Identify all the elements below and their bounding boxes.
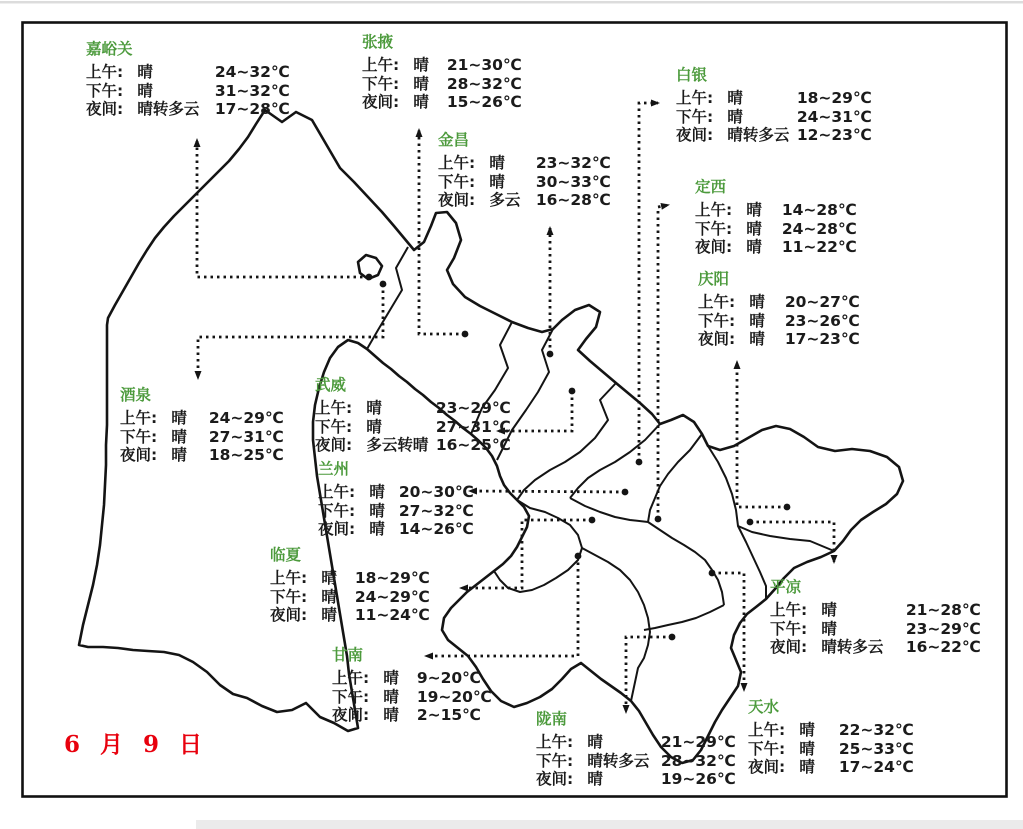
period-label: 夜间: xyxy=(438,191,476,209)
condition-text: 晴 xyxy=(746,219,762,238)
forecast-row xyxy=(120,409,284,428)
period-label: 夜间: xyxy=(318,520,356,538)
forecast-row xyxy=(120,428,284,447)
period-label: 夜间: xyxy=(695,238,733,256)
condition-text: 晴 xyxy=(413,74,429,93)
temperature-range: 11~24℃ xyxy=(354,606,430,624)
weather-block-tianshui xyxy=(748,698,914,777)
condition-text: 晴 xyxy=(321,587,337,606)
forecast-row xyxy=(120,446,284,465)
forecast-row xyxy=(315,418,511,437)
period-label: 夜间: xyxy=(315,436,353,454)
period-label: 夜间: xyxy=(86,100,124,118)
forecast-row xyxy=(362,56,522,75)
forecast-row xyxy=(536,752,736,771)
period-label: 下午: xyxy=(270,587,308,606)
period-label: 下午: xyxy=(318,501,356,520)
forecast-row xyxy=(695,220,857,239)
city-name: 甘南 xyxy=(332,646,364,664)
temperature-range: 27~32℃ xyxy=(398,501,474,520)
temperature-range: 30~33℃ xyxy=(535,172,611,191)
condition-text: 晴 xyxy=(746,201,762,219)
temperature-range: 11~22℃ xyxy=(781,238,857,256)
weather-block-jiuquan xyxy=(120,386,284,465)
period-label: 夜间: xyxy=(120,446,158,464)
period-label: 上午: xyxy=(748,721,786,739)
temperature-range: 24~32℃ xyxy=(214,63,290,81)
condition-text: 晴 xyxy=(749,311,765,330)
city-name: 酒泉 xyxy=(120,386,152,404)
city-name: 兰州 xyxy=(318,460,350,478)
temperature-range: 24~31℃ xyxy=(796,107,872,126)
condition-text: 晴 xyxy=(746,238,762,256)
lanzhou-city-dot xyxy=(622,489,629,496)
forecast-row xyxy=(318,502,474,521)
forecast-row xyxy=(676,89,872,108)
forecast-row xyxy=(86,82,290,101)
forecast-row xyxy=(748,758,914,777)
longnan-city-dot xyxy=(669,634,676,641)
forecast-row xyxy=(438,173,611,192)
condition-text: 晴 xyxy=(321,569,337,587)
city-name: 定西 xyxy=(695,178,727,196)
forecast-row xyxy=(270,569,430,588)
forecast-row xyxy=(698,293,860,312)
weather-block-jiayuguan xyxy=(86,40,290,119)
jinchang-city-dot xyxy=(547,351,554,358)
bottom-edge-strip xyxy=(196,820,1023,829)
period-label: 上午: xyxy=(770,601,808,619)
period-label: 上午: xyxy=(676,89,714,107)
condition-text: 晴 xyxy=(727,107,743,126)
jiuquan-city-dot xyxy=(380,281,387,288)
condition-text: 晴 xyxy=(489,172,505,191)
forecast-row xyxy=(318,483,474,502)
period-label: 上午: xyxy=(362,56,400,74)
forecast-row xyxy=(536,733,736,752)
condition-text: 晴 xyxy=(821,601,837,619)
temperature-range: 14~26℃ xyxy=(398,520,474,538)
forecast-row xyxy=(362,75,522,94)
pingliang-city-dot xyxy=(747,519,754,526)
forecast-row xyxy=(676,126,872,145)
period-label: 夜间: xyxy=(536,770,574,788)
condition-text: 晴 xyxy=(413,56,429,74)
tianshui-city-dot xyxy=(709,570,716,577)
city-name: 临夏 xyxy=(270,546,302,564)
period-label: 夜间: xyxy=(698,330,736,348)
forecast-row xyxy=(695,201,857,220)
period-label: 夜间: xyxy=(748,758,786,776)
condition-text: 晴 xyxy=(383,669,399,687)
condition-text: 晴 xyxy=(413,93,429,111)
temperature-range: 23~29℃ xyxy=(435,399,511,417)
condition-text: 晴 xyxy=(366,417,382,436)
condition-text: 晴转多云 xyxy=(587,751,650,770)
condition-text: 晴 xyxy=(171,409,187,427)
city-name: 张掖 xyxy=(362,33,394,51)
forecast-row xyxy=(315,436,511,455)
city-name: 庆阳 xyxy=(698,270,730,288)
forecast-row xyxy=(770,601,981,620)
condition-text: 晴 xyxy=(321,606,337,624)
period-label: 下午: xyxy=(438,172,476,191)
weather-block-baiyin xyxy=(676,66,872,145)
temperature-range: 27~31℃ xyxy=(208,427,284,446)
forecast-row xyxy=(438,191,611,210)
forecast-row xyxy=(698,312,860,331)
weather-block-gannan xyxy=(332,646,492,725)
forecast-row xyxy=(536,770,736,789)
condition-text: 晴 xyxy=(489,154,505,172)
temperature-range: 27~31℃ xyxy=(435,417,511,436)
temperature-range: 21~28℃ xyxy=(905,601,981,619)
period-label: 夜间: xyxy=(270,606,308,624)
temperature-range: 2~15℃ xyxy=(416,706,481,724)
date-label: 6 月 9 日 xyxy=(64,731,209,758)
forecast-row xyxy=(318,520,474,539)
weather-block-lanzhou xyxy=(318,460,474,539)
period-label: 下午: xyxy=(676,107,714,126)
period-label: 上午: xyxy=(438,154,476,172)
temperature-range: 23~29℃ xyxy=(905,619,981,638)
temperature-range: 31~32℃ xyxy=(214,81,290,100)
condition-text: 晴 xyxy=(821,619,837,638)
temperature-range: 15~26℃ xyxy=(446,93,522,111)
temperature-range: 16~25℃ xyxy=(435,436,511,454)
temperature-range: 24~28℃ xyxy=(781,219,857,238)
wuwei-city-dot xyxy=(569,388,576,395)
period-label: 上午: xyxy=(332,669,370,687)
temperature-range: 23~26℃ xyxy=(784,311,860,330)
period-label: 上午: xyxy=(86,63,124,81)
condition-text: 多云转晴 xyxy=(366,436,429,454)
forecast-row xyxy=(332,706,492,725)
forecast-row xyxy=(270,606,430,625)
city-name: 白银 xyxy=(676,66,708,84)
zhangye-city-dot xyxy=(462,331,469,338)
condition-text: 晴 xyxy=(799,739,815,758)
temperature-range: 17~23℃ xyxy=(784,330,860,348)
period-label: 下午: xyxy=(332,687,370,706)
forecast-row xyxy=(438,154,611,173)
top-edge-strip xyxy=(0,1,1023,4)
jiayuguan-city-dot xyxy=(366,274,373,281)
temperature-range: 19~26℃ xyxy=(660,770,736,788)
forecast-row xyxy=(86,100,290,119)
condition-text: 晴 xyxy=(369,520,385,538)
period-label: 下午: xyxy=(362,74,400,93)
weather-block-pingliang xyxy=(770,578,981,657)
condition-text: 晴 xyxy=(383,706,399,724)
period-label: 下午: xyxy=(770,619,808,638)
temperature-range: 17~24℃ xyxy=(838,758,914,776)
dingxi-city-dot xyxy=(655,516,662,523)
period-label: 上午: xyxy=(270,569,308,587)
period-label: 上午: xyxy=(536,733,574,751)
period-label: 夜间: xyxy=(362,93,400,111)
temperature-range: 20~27℃ xyxy=(784,293,860,311)
condition-text: 晴 xyxy=(727,89,743,107)
period-label: 下午: xyxy=(695,219,733,238)
forecast-row xyxy=(770,620,981,639)
gannan-city-dot xyxy=(575,553,582,560)
city-name: 嘉峪关 xyxy=(86,40,133,58)
temperature-range: 16~22℃ xyxy=(905,638,981,656)
weather-block-jinchang xyxy=(438,131,611,210)
forecast-row xyxy=(695,238,857,257)
city-name: 武威 xyxy=(315,376,347,394)
temperature-range: 18~25℃ xyxy=(208,446,284,464)
condition-text: 晴转多云 xyxy=(137,100,200,118)
weather-block-longnan xyxy=(536,710,736,789)
forecast-row xyxy=(362,93,522,112)
period-label: 下午: xyxy=(536,751,574,770)
forecast-row xyxy=(676,108,872,127)
forecast-row xyxy=(748,721,914,740)
condition-text: 晴 xyxy=(749,293,765,311)
temperature-range: 14~28℃ xyxy=(781,201,857,219)
condition-text: 晴转多云 xyxy=(821,638,884,656)
period-label: 上午: xyxy=(318,483,356,501)
temperature-range: 9~20℃ xyxy=(416,669,481,687)
weather-block-zhangye xyxy=(362,33,522,112)
period-label: 夜间: xyxy=(770,638,808,656)
temperature-range: 20~30℃ xyxy=(398,483,474,501)
period-label: 上午: xyxy=(695,201,733,219)
period-label: 下午: xyxy=(315,417,353,436)
temperature-range: 24~29℃ xyxy=(208,409,284,427)
period-label: 夜间: xyxy=(676,126,714,144)
temperature-range: 22~32℃ xyxy=(838,721,914,739)
temperature-range: 12~23℃ xyxy=(796,126,872,144)
temperature-range: 23~32℃ xyxy=(535,154,611,172)
temperature-range: 28~32℃ xyxy=(660,751,736,770)
condition-text: 晴 xyxy=(369,483,385,501)
forecast-row xyxy=(315,399,511,418)
period-label: 上午: xyxy=(698,293,736,311)
condition-text: 晴 xyxy=(137,81,153,100)
condition-text: 晴 xyxy=(587,733,603,751)
weather-block-dingxi xyxy=(695,178,857,257)
temperature-range: 21~30℃ xyxy=(446,56,522,74)
condition-text: 晴 xyxy=(383,687,399,706)
temperature-range: 17~28℃ xyxy=(214,100,290,118)
weather-block-wuwei xyxy=(315,376,511,455)
period-label: 上午: xyxy=(120,409,158,427)
condition-text: 晴 xyxy=(171,446,187,464)
period-label: 下午: xyxy=(86,81,124,100)
temperature-range: 25~33℃ xyxy=(838,739,914,758)
temperature-range: 18~29℃ xyxy=(796,89,872,107)
forecast-row xyxy=(332,669,492,688)
temperature-range: 28~32℃ xyxy=(446,74,522,93)
condition-text: 晴 xyxy=(799,758,815,776)
condition-text: 晴转多云 xyxy=(727,126,790,144)
forecast-row xyxy=(332,688,492,707)
forecast-row xyxy=(748,740,914,759)
period-label: 夜间: xyxy=(332,706,370,724)
baiyin-city-dot xyxy=(636,459,643,466)
temperature-range: 21~29℃ xyxy=(660,733,736,751)
condition-text: 多云 xyxy=(489,191,521,209)
forecast-row xyxy=(770,638,981,657)
condition-text: 晴 xyxy=(587,770,603,788)
weather-block-linxia xyxy=(270,546,430,625)
period-label: 下午: xyxy=(748,739,786,758)
forecast-row xyxy=(86,63,290,82)
period-label: 上午: xyxy=(315,399,353,417)
condition-text: 晴 xyxy=(749,330,765,348)
city-name: 陇南 xyxy=(536,710,568,728)
temperature-range: 18~29℃ xyxy=(354,569,430,587)
city-name: 金昌 xyxy=(438,131,470,149)
condition-text: 晴 xyxy=(799,721,815,739)
condition-text: 晴 xyxy=(137,63,153,81)
linxia-city-dot xyxy=(589,517,596,524)
temperature-range: 24~29℃ xyxy=(354,587,430,606)
city-name: 平凉 xyxy=(770,578,802,596)
forecast-row xyxy=(698,330,860,349)
city-name: 天水 xyxy=(748,698,780,716)
forecast-row xyxy=(270,588,430,607)
period-label: 下午: xyxy=(120,427,158,446)
condition-text: 晴 xyxy=(366,399,382,417)
condition-text: 晴 xyxy=(171,427,187,446)
qingyang-city-dot xyxy=(784,504,791,511)
condition-text: 晴 xyxy=(369,501,385,520)
period-label: 下午: xyxy=(698,311,736,330)
weather-block-qingyang xyxy=(698,270,860,349)
temperature-range: 19~20℃ xyxy=(416,687,492,706)
temperature-range: 16~28℃ xyxy=(535,191,611,209)
